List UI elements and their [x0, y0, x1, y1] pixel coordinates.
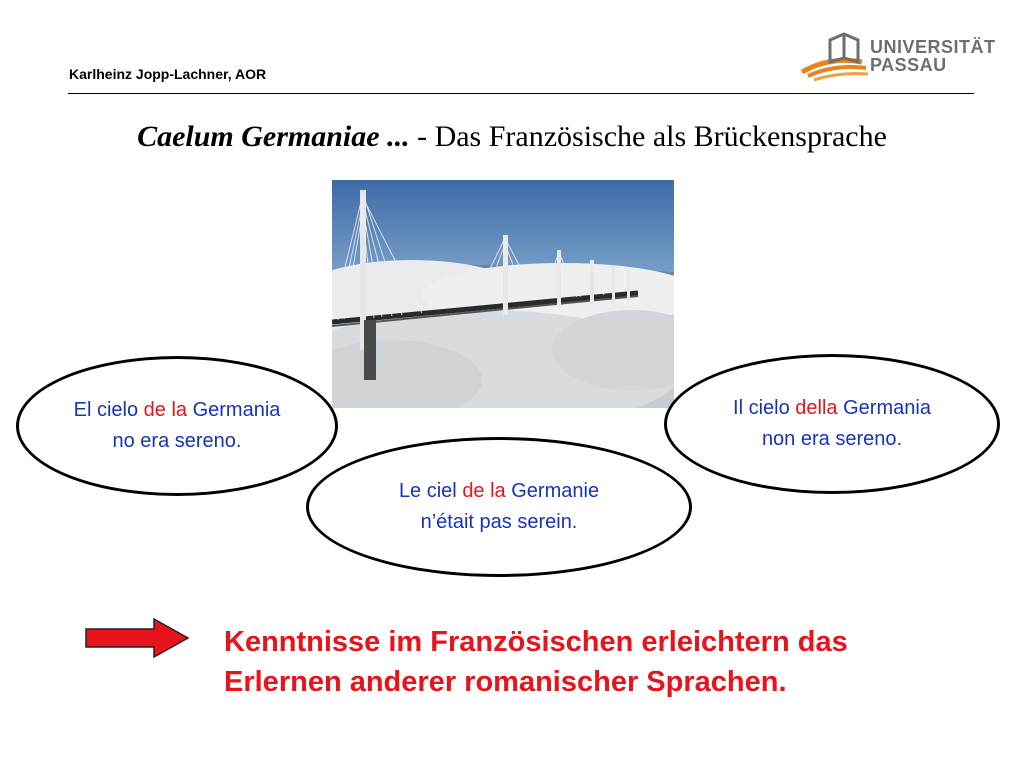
- bridge-in-fog-image: [332, 180, 674, 408]
- french-phrase-2: Germanie n’était pas serein.: [420, 480, 600, 533]
- french-article: de la: [462, 480, 506, 502]
- ellipse-french: [306, 437, 692, 577]
- slide-title: [0, 120, 1024, 154]
- spanish-phrase-2: Germania no era sereno.: [112, 399, 281, 452]
- logo-bridge-icon: [800, 32, 870, 82]
- italian-phrase-1: Il cielo: [733, 397, 796, 419]
- logo-line-1: UNIVERSITÄT: [870, 37, 996, 57]
- bridge-photo: [332, 180, 674, 408]
- spanish-article: de la: [143, 399, 188, 421]
- conclusion-line-2: Erlernen anderer romanischer Sprachen.: [224, 666, 787, 698]
- french-phrase-1: Le ciel: [398, 480, 463, 502]
- ellipse-italian: [664, 354, 1000, 494]
- ellipse-italian-text: [722, 393, 942, 455]
- ellipse-spanish-text: [67, 395, 287, 457]
- header-divider: [68, 93, 974, 94]
- university-logo: [800, 32, 996, 82]
- title-rest: - Das Französische als Brückensprache: [409, 120, 887, 153]
- right-arrow-icon: [84, 617, 192, 659]
- conclusion-text: [224, 622, 984, 702]
- italian-phrase-2: Germania non era sereno.: [761, 397, 931, 450]
- ellipse-spanish: [16, 356, 338, 496]
- title-italic: Caelum Germaniae ...: [137, 120, 410, 153]
- logo-text: [870, 38, 996, 74]
- spanish-phrase-1: El cielo: [73, 399, 144, 421]
- conclusion-line-1: Kenntnisse im Französischen erleichtern das: [224, 626, 848, 658]
- author-label: Karlheinz Jopp-Lachner, AOR: [69, 66, 267, 82]
- ellipse-french-text: [374, 476, 624, 538]
- logo-line-2: PASSAU: [870, 55, 947, 75]
- italian-article: della: [795, 397, 838, 419]
